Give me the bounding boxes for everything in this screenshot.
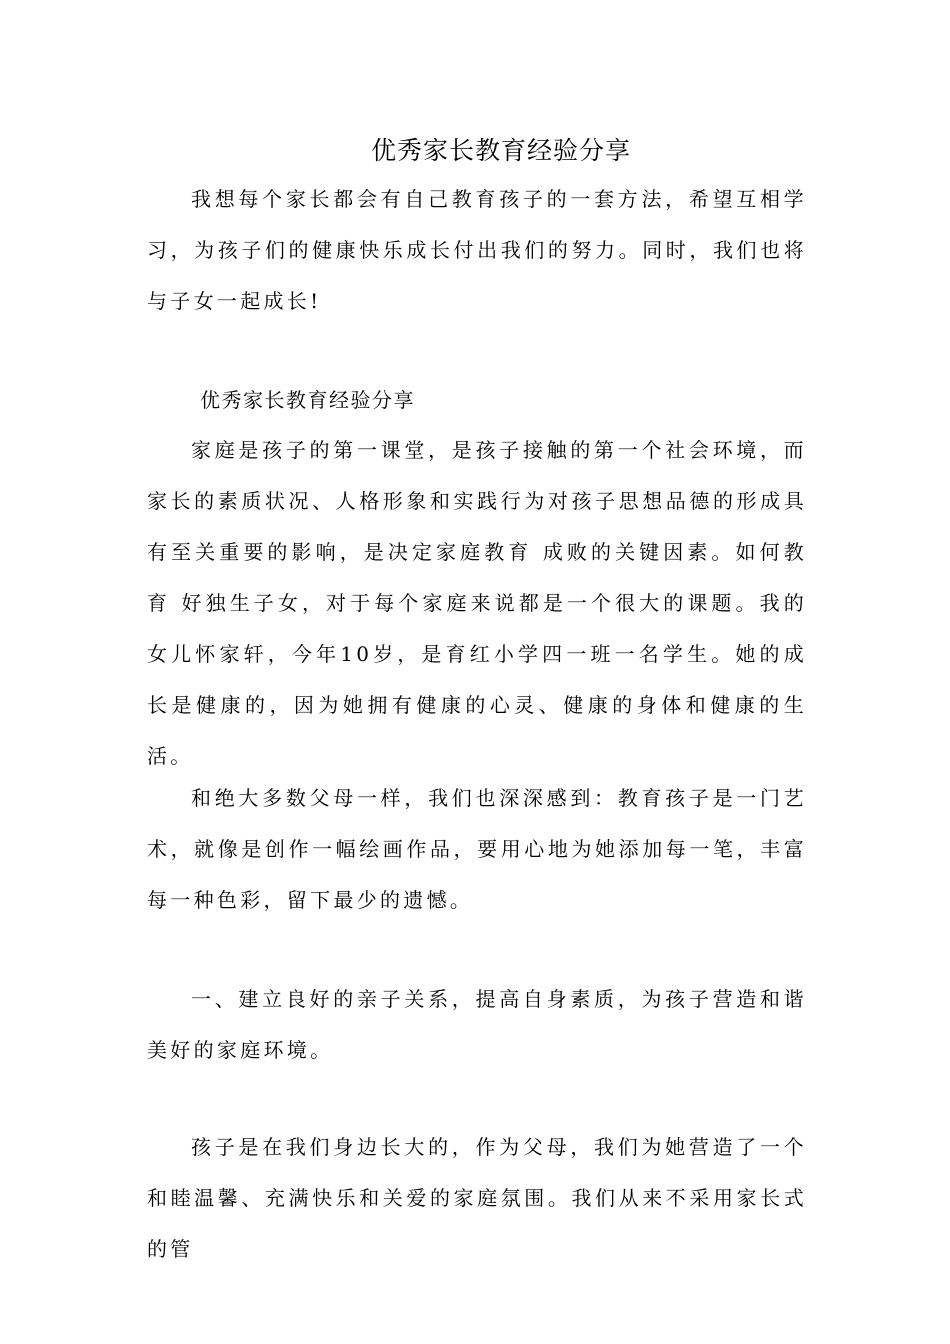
body-paragraph-2: 和绝大多数父母一样，我们也深深感到：教育孩子是一门艺术，就像是创作一幅绘画作品，要用心地为她添加每一笔，丰富每一种色彩，留下最少的遗憾。 [147,786,807,912]
intro-paragraph: 我想每个家长都会有自己教育孩子的一套方法，希望互相学习，为孩子们的健康快乐成长付出我们的努力。同时，我们也将与子女一起成长! [147,187,807,313]
section-heading-1: 一、建立良好的亲子关系，提高自身素质，为孩子营造和谐美好的家庭环境。 [147,987,807,1062]
body-paragraph-3: 孩子是在我们身边长大的，作为父母，我们为她营造了一个和睦温馨、充满快乐和关爱的家庭氛围。我们从来不采用家长式的管 [147,1135,807,1261]
section-subtitle: 优秀家长教育经验分享 [200,388,415,412]
document-title: 优秀家长教育经验分享 [370,136,631,165]
body-paragraph-1: 家庭是孩子的第一课堂，是孩子接触的第一个社会环境，而家长的素质状况、人格形象和实践行为对孩子思想品德的形成具有至关重要的影响，是决定家庭教育 成败的关键因素。如何教育 好独生子女，对于每个家庭来说都是一个很大的课题。我的女儿怀家轩，今年10岁，是育红小学四一班一名学生。她的成长是健康的，因为她拥有健康的心灵、健康的身体和健康的生活。 [147,438,807,768]
